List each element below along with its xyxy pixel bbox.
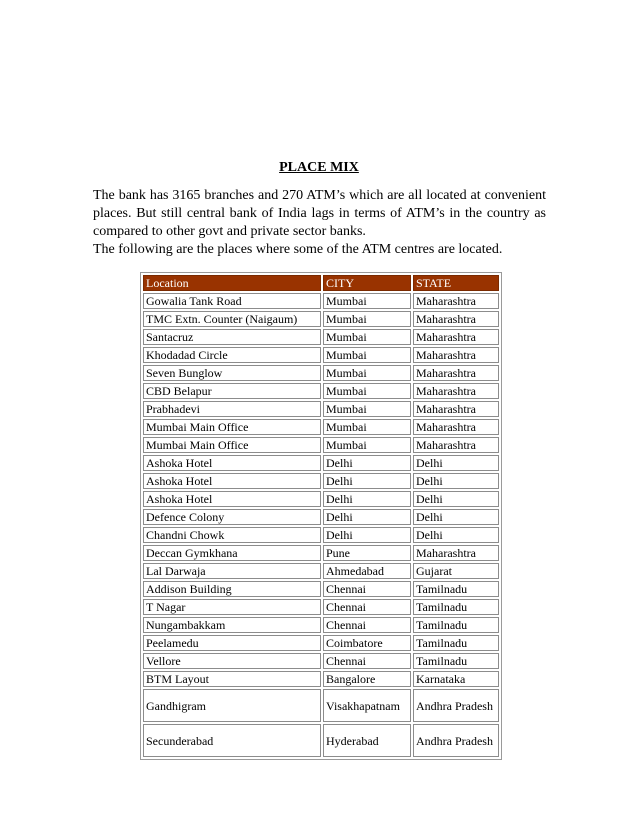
cell-location: Gowalia Tank Road	[143, 293, 321, 309]
cell-location: Secunderabad	[143, 724, 321, 757]
cell-city: Delhi	[323, 491, 411, 507]
cell-state: Gujarat	[413, 563, 499, 579]
table-row	[143, 365, 499, 381]
cell-location: Nungambakkam	[143, 617, 321, 633]
cell-city: Mumbai	[323, 293, 411, 309]
cell-city: Mumbai	[323, 401, 411, 417]
table-row	[143, 419, 499, 435]
cell-state: Tamilnadu	[413, 653, 499, 669]
cell-state: Maharashtra	[413, 437, 499, 453]
cell-city: Chennai	[323, 653, 411, 669]
table-row	[143, 581, 499, 597]
cell-location: Lal Darwaja	[143, 563, 321, 579]
cell-state: Maharashtra	[413, 365, 499, 381]
table-row	[143, 617, 499, 633]
cell-location: Chandni Chowk	[143, 527, 321, 543]
cell-city: Mumbai	[323, 365, 411, 381]
header-location: Location	[143, 275, 321, 291]
table-row	[143, 491, 499, 507]
table-row	[143, 653, 499, 669]
table-header-row	[143, 275, 499, 291]
table-row	[143, 329, 499, 345]
table-row	[143, 509, 499, 525]
intro-text	[93, 187, 546, 259]
cell-city: Mumbai	[323, 311, 411, 327]
cell-state: Andhra Pradesh	[413, 724, 499, 757]
cell-location: Peelamedu	[143, 635, 321, 651]
cell-state: Karnataka	[413, 671, 499, 687]
cell-state: Maharashtra	[413, 329, 499, 345]
cell-location: Defence Colony	[143, 509, 321, 525]
cell-city: Mumbai	[323, 347, 411, 363]
cell-city: Delhi	[323, 473, 411, 489]
table-row	[143, 599, 499, 615]
cell-location: CBD Belapur	[143, 383, 321, 399]
page-title: PLACE MIX	[279, 160, 359, 175]
cell-city: Hyderabad	[323, 724, 411, 757]
cell-state: Maharashtra	[413, 311, 499, 327]
cell-state: Maharashtra	[413, 383, 499, 399]
cell-location: Gandhigram	[143, 689, 321, 722]
table-body	[143, 293, 499, 757]
cell-location: Seven Bunglow	[143, 365, 321, 381]
cell-state: Delhi	[413, 455, 499, 471]
cell-city: Mumbai	[323, 329, 411, 345]
header-state: STATE	[413, 275, 499, 291]
cell-city: Visakhapatnam	[323, 689, 411, 722]
atm-locations-table	[140, 272, 502, 760]
cell-state: Andhra Pradesh	[413, 689, 499, 722]
table-row	[143, 689, 499, 722]
header-city: CITY	[323, 275, 411, 291]
cell-location: Santacruz	[143, 329, 321, 345]
table-row	[143, 563, 499, 579]
cell-location: Ashoka Hotel	[143, 455, 321, 471]
cell-state: Maharashtra	[413, 293, 499, 309]
cell-city: Chennai	[323, 599, 411, 615]
table-row	[143, 724, 499, 757]
cell-location: TMC Extn. Counter (Naigaum)	[143, 311, 321, 327]
cell-city: Delhi	[323, 509, 411, 525]
cell-state: Maharashtra	[413, 545, 499, 561]
cell-location: Ashoka Hotel	[143, 473, 321, 489]
cell-city: Mumbai	[323, 419, 411, 435]
cell-location: Prabhadevi	[143, 401, 321, 417]
cell-location: Deccan Gymkhana	[143, 545, 321, 561]
cell-location: Vellore	[143, 653, 321, 669]
cell-city: Mumbai	[323, 437, 411, 453]
cell-city: Chennai	[323, 581, 411, 597]
table-row	[143, 311, 499, 327]
cell-location: T Nagar	[143, 599, 321, 615]
cell-city: Pune	[323, 545, 411, 561]
cell-state: Delhi	[413, 491, 499, 507]
cell-state: Tamilnadu	[413, 617, 499, 633]
table-row	[143, 383, 499, 399]
intro-paragraph: The bank has 3165 branches and 270 ATM’s which are all located at convenient places. But still central bank of India lags in terms of ATM’s in the country as compared to other govt and private sector banks.	[93, 188, 546, 239]
cell-state: Maharashtra	[413, 401, 499, 417]
cell-location: Addison Building	[143, 581, 321, 597]
cell-location: Mumbai Main Office	[143, 437, 321, 453]
cell-city: Mumbai	[323, 383, 411, 399]
table-row	[143, 473, 499, 489]
table-row	[143, 455, 499, 471]
cell-city: Coimbatore	[323, 635, 411, 651]
table-row	[143, 545, 499, 561]
cell-state: Tamilnadu	[413, 599, 499, 615]
cell-state: Delhi	[413, 509, 499, 525]
table-row	[143, 401, 499, 417]
cell-location: BTM Layout	[143, 671, 321, 687]
cell-state: Maharashtra	[413, 347, 499, 363]
table-row	[143, 671, 499, 687]
table-row	[143, 293, 499, 309]
cell-state: Tamilnadu	[413, 635, 499, 651]
cell-city: Ahmedabad	[323, 563, 411, 579]
cell-city: Delhi	[323, 527, 411, 543]
cell-location: Mumbai Main Office	[143, 419, 321, 435]
cell-state: Delhi	[413, 473, 499, 489]
cell-location: Ashoka Hotel	[143, 491, 321, 507]
cell-state: Delhi	[413, 527, 499, 543]
table-row	[143, 347, 499, 363]
cell-state: Maharashtra	[413, 419, 499, 435]
cell-city: Bangalore	[323, 671, 411, 687]
cell-location: Khodadad Circle	[143, 347, 321, 363]
table-row	[143, 437, 499, 453]
table-row	[143, 527, 499, 543]
cell-city: Chennai	[323, 617, 411, 633]
intro-paragraph-atm-list-lead: The following are the places where some of the ATM centres are located.	[93, 242, 503, 257]
cell-city: Delhi	[323, 455, 411, 471]
table-row	[143, 635, 499, 651]
cell-state: Tamilnadu	[413, 581, 499, 597]
